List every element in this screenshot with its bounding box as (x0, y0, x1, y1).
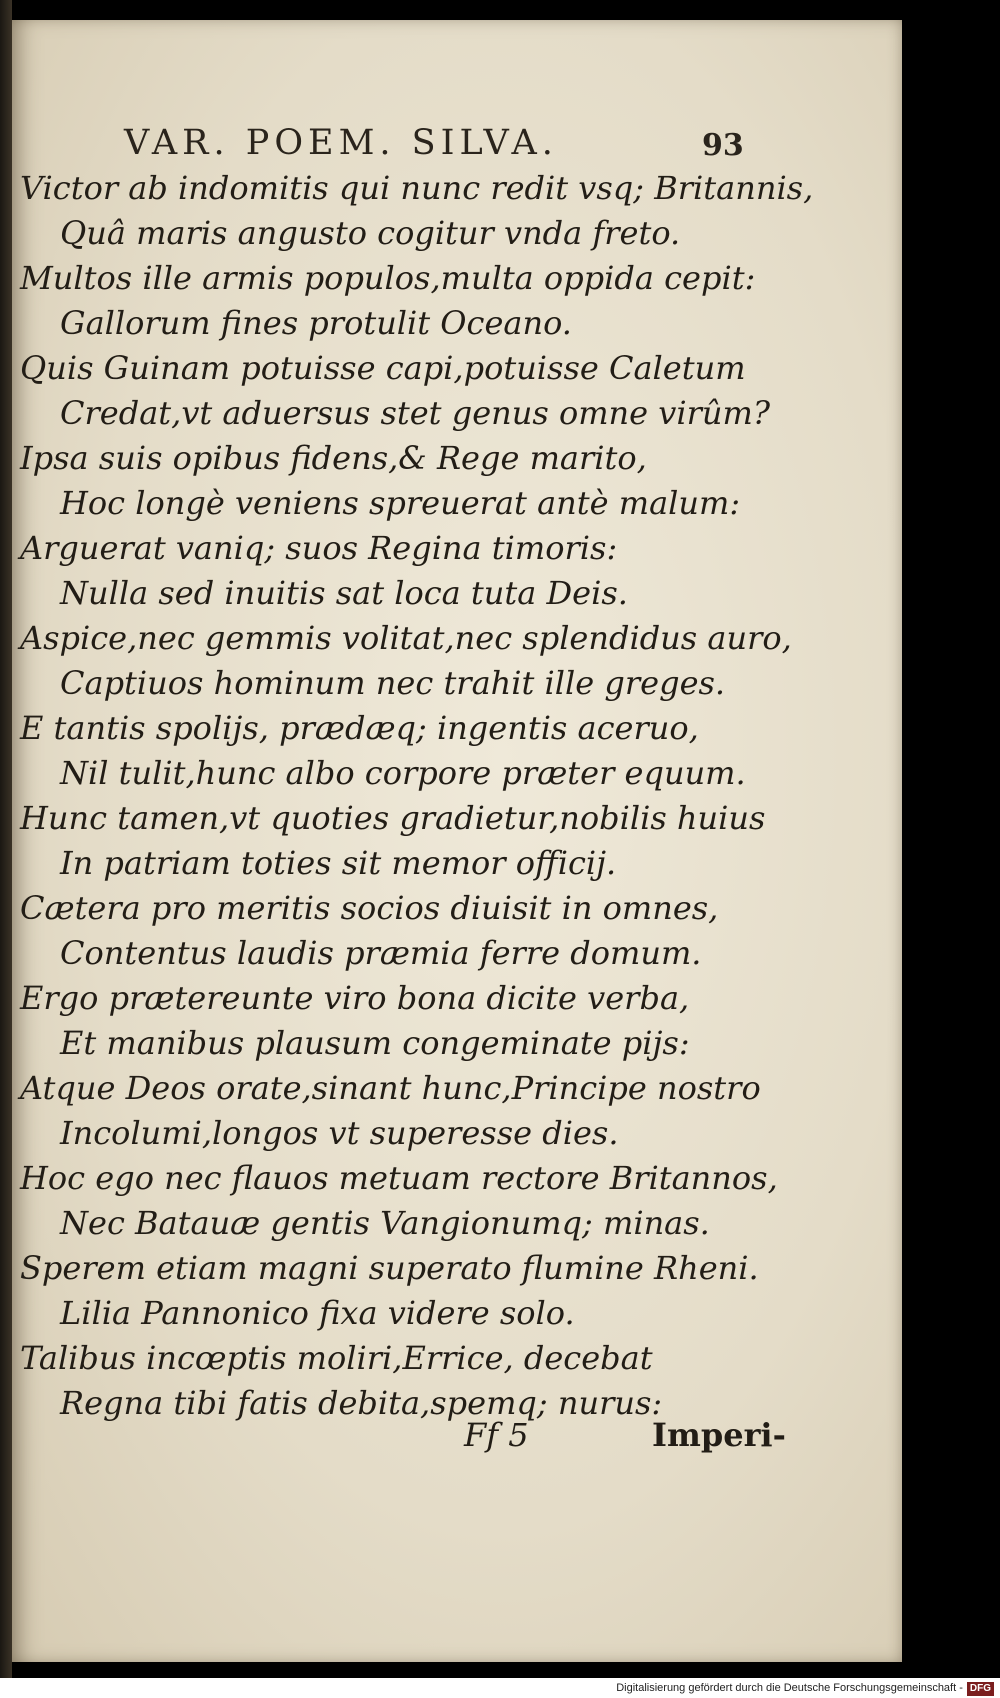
dfg-logo-icon: DFG (967, 1682, 994, 1696)
verse-line: Ergo prætereunte viro bona dicite verba, (20, 979, 690, 1017)
verse-line: Talibus incœptis moliri,Errice, decebat (20, 1339, 653, 1377)
verse-line: Multos ille armis populos,multa oppida cepit: (20, 259, 756, 297)
page-number: 93 (702, 128, 744, 163)
verse-line: Captiuos hominum nec trahit ille greges. (60, 664, 726, 702)
signature-mark: Ff 5 (464, 1416, 529, 1454)
book-spine-edge (0, 0, 12, 1698)
verse-line: Ipsa suis opibus fidens,& Rege marito, (20, 439, 647, 477)
verse-line: Contentus laudis præmia ferre domum. (60, 934, 702, 972)
catchword: Imperi- (652, 1416, 786, 1454)
verse-line: In patriam toties sit memor officij. (60, 844, 617, 882)
verse-line: Arguerat vaniq; suos Regina timoris: (20, 529, 618, 567)
verse-line: Victor ab indomitis qui nunc redit vsq; Britannis, (20, 169, 814, 207)
verse-line: Hunc tamen,vt quoties gradietur,nobilis huius (20, 799, 766, 837)
verse-line: Gallorum fines protulit Oceano. (60, 304, 572, 342)
verse-line: Hoc longè veniens spreuerat antè malum: (60, 484, 741, 522)
verse-line: Et manibus plausum congeminate pijs: (60, 1024, 690, 1062)
book-page (12, 20, 902, 1662)
verse-line: Nulla sed inuitis sat loca tuta Deis. (60, 574, 628, 612)
verse-line: Quâ maris angusto cogitur vnda freto. (60, 214, 681, 252)
running-head: VAR. POEM. SILVA. (124, 123, 558, 163)
verse-line: Nil tulit,hunc albo corpore præter equum. (60, 754, 746, 792)
verse-line: Hoc ego nec flauos metuam rectore Britannos, (20, 1159, 778, 1197)
verse-line: Credat,vt aduersus stet genus omne virûm? (60, 394, 770, 432)
verse-line: Quis Guinam potuisse capi,potuisse Caletum (20, 349, 746, 387)
verse-line: Regna tibi fatis debita,spemq; nurus: (60, 1384, 663, 1422)
credit-text: Digitalisierung gefördert durch die Deutsche Forschungsgemeinschaft - (616, 1682, 963, 1694)
verse-line: Incolumi,longos vt superesse dies. (60, 1114, 619, 1152)
verse-line: Lilia Pannonico fixa videre solo. (60, 1294, 575, 1332)
verse-line: Sperem etiam magni superato flumine Rheni. (20, 1249, 759, 1287)
verse-line: Nec Batauæ gentis Vangionumq; minas. (60, 1204, 710, 1242)
verse-line: E tantis spolijs, prædæq; ingentis aceruo, (20, 709, 699, 747)
verse-line: Atque Deos orate,sinant hunc,Principe nostro (20, 1069, 761, 1107)
verse-line: Aspice,nec gemmis volitat,nec splendidus auro, (20, 619, 792, 657)
digitization-credit (0, 1678, 1000, 1698)
verse-line: Cætera pro meritis socios diuisit in omnes, (20, 889, 719, 927)
